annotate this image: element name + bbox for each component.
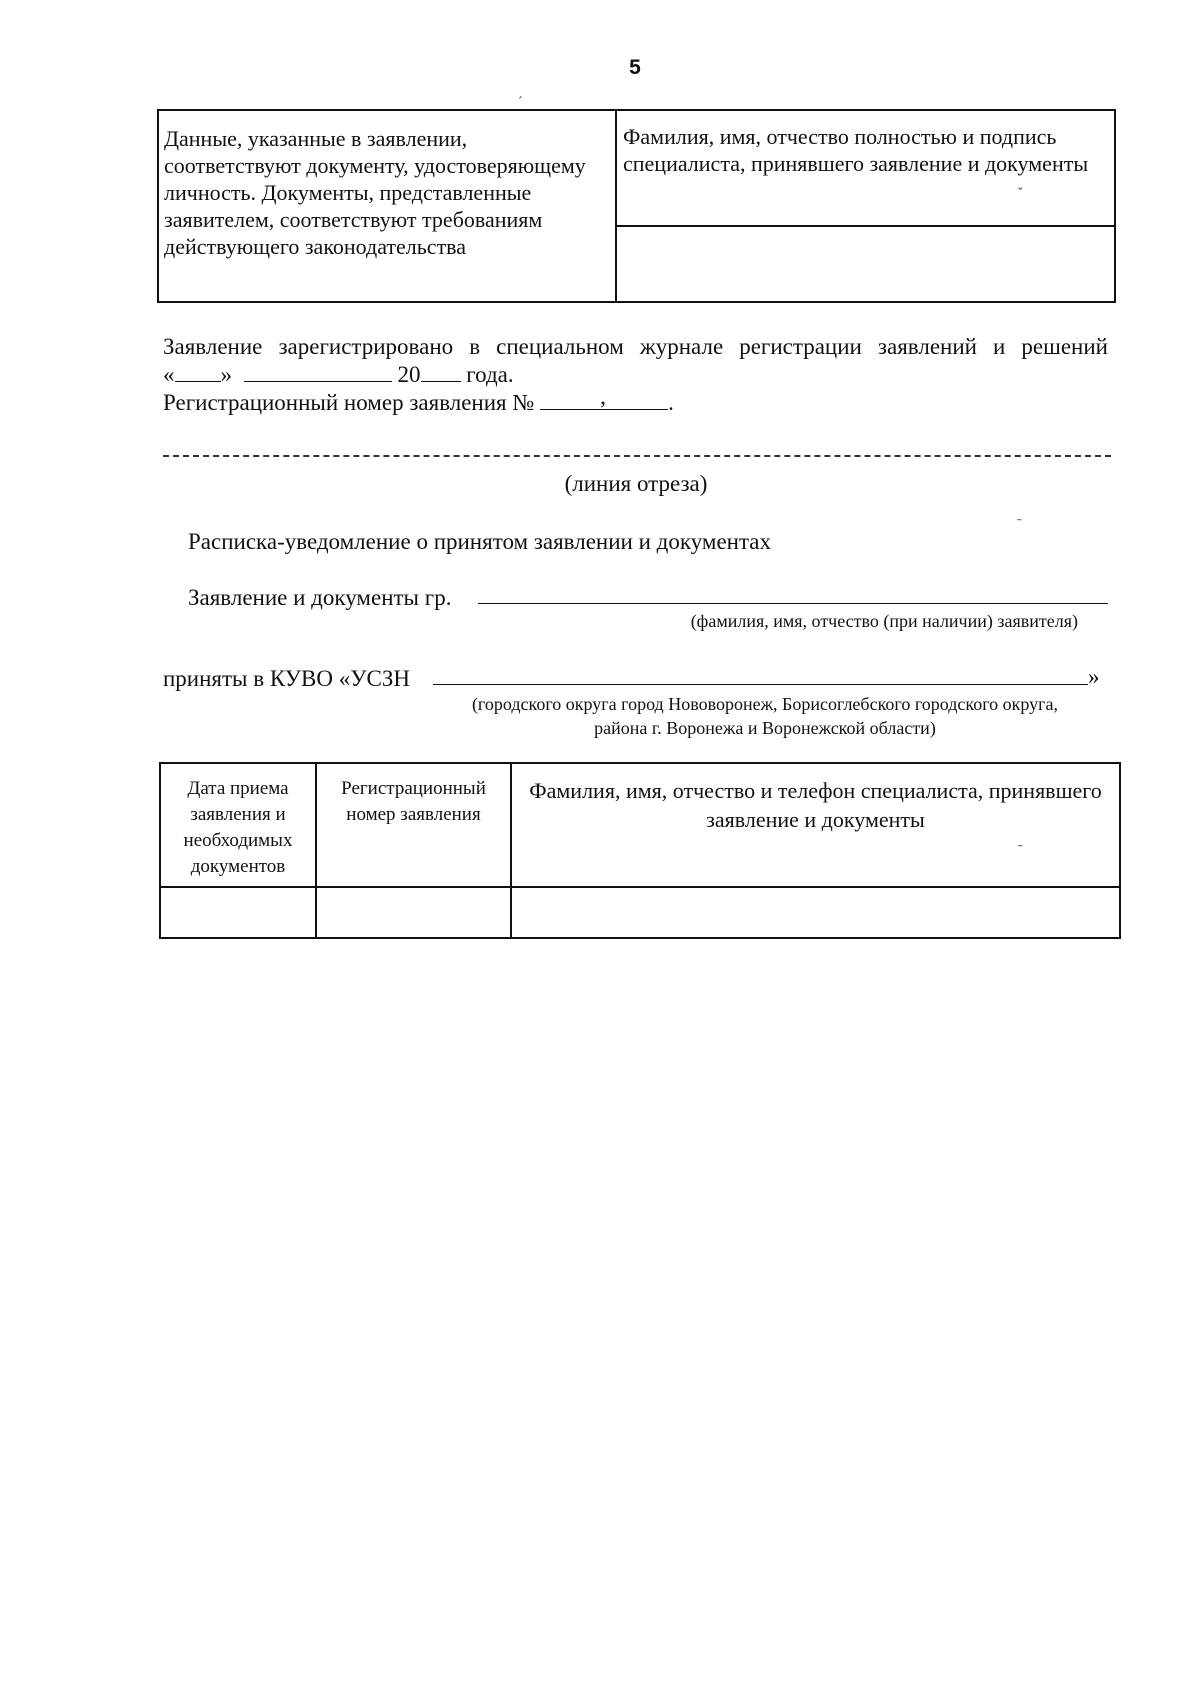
- accepted-by-label: приняты в КУВО «УСЗН: [163, 666, 410, 691]
- registration-line: Заявление зарегистрировано в специальном журнале регистрации заявлений и решений: [163, 334, 1108, 359]
- receipt-title: Расписка-уведомление о принятом заявлении и документах: [188, 529, 772, 554]
- century-text: 20: [397, 362, 421, 387]
- registration-number-label: Регистрационный номер заявления №: [163, 390, 535, 415]
- day-blank[interactable]: [175, 361, 221, 382]
- specialist-signature-label: Фамилия, имя, отчество полностью и подпись специалиста, принявшего заявление и документы: [617, 111, 1114, 227]
- cell-reg-number[interactable]: [317, 888, 512, 937]
- header-reg-number: Регистрационный номер заявления: [317, 764, 512, 886]
- cell-date[interactable]: [161, 888, 317, 937]
- accepted-close-quote: »: [1088, 664, 1100, 689]
- organization-caption-line: (городского округа город Нововоронеж, Борисоглебского городского округа,: [471, 694, 1059, 714]
- organization-caption-line: района г. Воронежа и Воронежской области): [594, 718, 936, 738]
- specialist-signature-field[interactable]: [617, 227, 1114, 301]
- number-comma: ,: [600, 384, 606, 409]
- month-blank[interactable]: [244, 361, 392, 382]
- organization-field[interactable]: [433, 684, 1088, 685]
- registration-number-line: [163, 384, 1108, 417]
- specialist-column: [617, 111, 1114, 301]
- scan-mark: ˉ: [1018, 843, 1023, 858]
- number-end: .: [668, 390, 674, 415]
- scan-mark: ˊ: [518, 95, 523, 110]
- table-header-row: [161, 764, 1119, 888]
- header-specialist: Фамилия, имя, отчество и телефон специалиста, принявшего заявление и документы: [529, 778, 1102, 832]
- open-quote: «: [163, 362, 175, 387]
- received-from-label: Заявление и документы гр.: [188, 585, 452, 610]
- verification-statement: Данные, указанные в заявлении, соответствуют документу, удостоверяющему личность. Документы, представленные заявителем, соответствуют требованиям действующего законодательства: [159, 111, 617, 301]
- scan-mark: ˉ: [1017, 517, 1022, 532]
- page-number: 5: [629, 56, 641, 79]
- registration-date-line: [163, 361, 1108, 389]
- cut-line: [163, 455, 1111, 457]
- registration-block: [163, 333, 1108, 417]
- header-date: Дата приема заявления и необходимых документов: [161, 764, 317, 886]
- verification-table: [157, 109, 1116, 303]
- registration-number-blank[interactable]: [540, 384, 668, 410]
- receipt-table: [159, 762, 1121, 939]
- scan-mark: ˇ: [1018, 186, 1023, 201]
- close-quote: »: [220, 362, 232, 387]
- table-row: [161, 888, 1119, 937]
- applicant-name-caption: (фамилия, имя, отчество (при наличии) заявителя): [690, 611, 1078, 631]
- applicant-name-field[interactable]: [478, 603, 1108, 604]
- cut-line-caption: (линия отреза): [564, 471, 708, 496]
- organization-caption: [420, 692, 1110, 740]
- cell-specialist[interactable]: [512, 888, 1119, 937]
- year-blank[interactable]: [421, 361, 461, 382]
- year-word: года.: [466, 362, 514, 387]
